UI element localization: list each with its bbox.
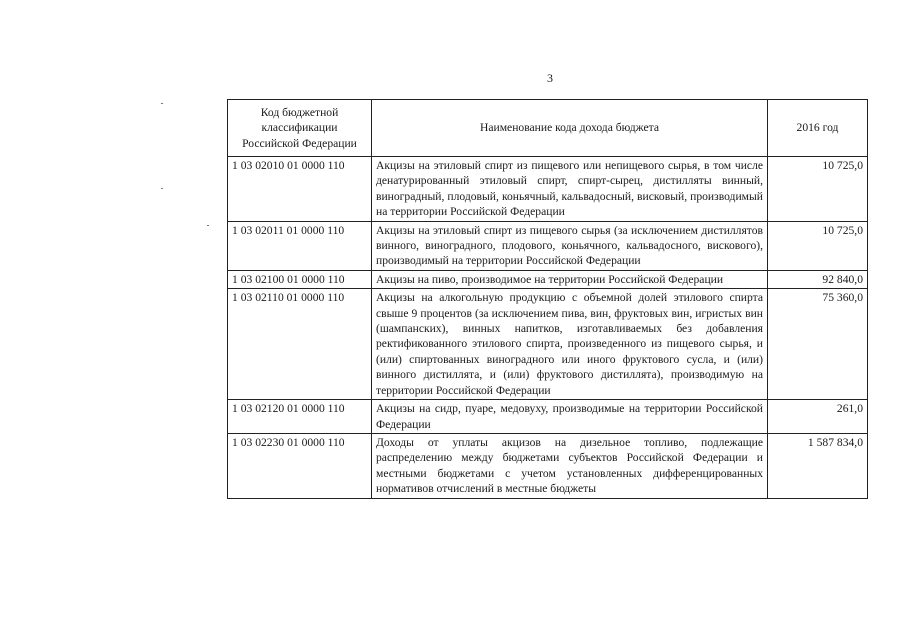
table-row [228,433,868,498]
row-code: 1 03 02230 01 0000 110 [228,433,372,498]
scan-speck [161,103,163,104]
row-amount: 10 725,0 [768,157,868,222]
row-code: 1 03 02120 01 0000 110 [228,400,372,434]
row-code: 1 03 02110 01 0000 110 [228,289,372,400]
row-name: Акцизы на пиво, производимое на территории Российской Федерации [372,270,768,288]
scan-speck [207,225,209,226]
row-name: Акцизы на алкогольную продукцию с объемной долей этилового спирта свыше 9 процентов (за исключением пива, вин, фруктовых вин, игристых вин (шампанских), винных напитков, изготавливаемых без добавления ректификованного этилового спирта, произведенного из пищевого сырья, и (или) спиртованных виноградного или иного фруктового сусла, и (или) винного дистиллята, и (или) фруктового дистиллята), производимую на территории Российской Федерации [372,289,768,400]
row-code: 1 03 02011 01 0000 110 [228,221,372,270]
table-row [228,400,868,434]
row-amount: 92 840,0 [768,270,868,288]
row-amount: 75 360,0 [768,289,868,400]
header-name: Наименование кода дохода бюджета [372,100,768,157]
row-name: Акцизы на этиловый спирт из пищевого или непищевого сырья, в том числе денатурированный этиловый спирт, спирт-сырец, дистилляты винный, виноградный, плодовый, коньячный, кальвадосный, висковый, производимый на территории Российской Федерации [372,157,768,222]
row-name: Доходы от уплаты акцизов на дизельное топливо, подлежащие распределению между бюджетами субъектов Российской Федерации и местными бюджетами с учетом установленных дифференцированных нормативов отчислений в местные бюджеты [372,433,768,498]
row-code: 1 03 02100 01 0000 110 [228,270,372,288]
row-amount: 1 587 834,0 [768,433,868,498]
scan-speck [161,188,163,189]
table-row [228,289,868,400]
table-header-row [228,100,868,157]
table-row [228,270,868,288]
row-name: Акцизы на сидр, пуаре, медовуху, производимые на территории Российской Федерации [372,400,768,434]
table-row [228,157,868,222]
row-amount: 10 725,0 [768,221,868,270]
page-number: 3 [547,71,553,85]
header-code: Код бюджетной классификации Российской Федерации [228,100,372,157]
header-year: 2016 год [768,100,868,157]
table-row [228,221,868,270]
row-name: Акцизы на этиловый спирт из пищевого сырья (за исключением дистиллятов винного, виноградного, плодового, коньячного, кальвадосного, вискового), производимый на территории Российской Федерации [372,221,768,270]
row-code: 1 03 02010 01 0000 110 [228,157,372,222]
budget-income-table [227,99,868,499]
row-amount: 261,0 [768,400,868,434]
